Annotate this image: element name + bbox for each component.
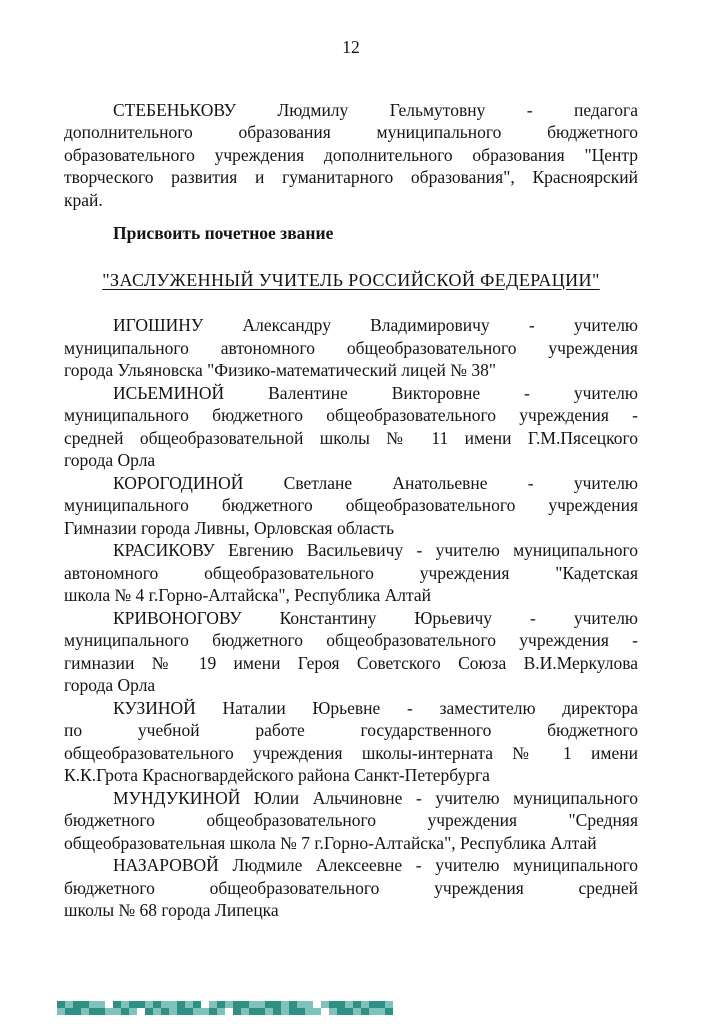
barcode-cell	[193, 1008, 201, 1015]
text-line: КОРОГОДИНОЙ Светлане Анатольевне - учителю	[113, 472, 638, 493]
text-line: СТЕБЕНЬКОВУ Людмилу Гельмутовну - педагога	[113, 99, 638, 120]
barcode-cell	[345, 1001, 353, 1008]
barcode-cell	[137, 1001, 145, 1008]
barcode-cell	[377, 1008, 385, 1015]
honorary-title-text: "ЗАСЛУЖЕННЫЙ УЧИТЕЛЬ РОССИЙСКОЙ ФЕДЕРАЦИИ"	[102, 269, 600, 290]
barcode-cell	[153, 1001, 161, 1008]
text-line: КУЗИНОЙ Наталии Юрьевне - заместителю директора	[113, 697, 638, 718]
page-number: 12	[342, 37, 360, 57]
text-line: муниципального бюджетного общеобразовательного учреждения	[64, 495, 638, 515]
barcode-cell	[241, 1008, 249, 1015]
barcode-cell	[169, 1008, 177, 1015]
recipient-paragraph	[64, 607, 638, 697]
barcode-cell	[113, 1001, 121, 1008]
barcode-cell	[337, 1008, 345, 1015]
barcode-cell	[353, 1001, 361, 1008]
barcode-cell	[137, 1008, 145, 1015]
barcode-cell	[353, 1008, 361, 1015]
barcode-cell	[97, 1001, 105, 1008]
barcode-cell	[113, 1008, 121, 1015]
barcode-cell	[329, 1008, 337, 1015]
recipient-paragraph	[64, 314, 638, 382]
barcode-cell	[73, 1008, 81, 1015]
barcode-cell	[265, 1008, 273, 1015]
barcode-cell	[65, 1001, 73, 1008]
barcode-row	[57, 1008, 393, 1015]
barcode-cell	[337, 1001, 345, 1008]
text-line: МУНДУКИНОЙ Юлии Альчиновне - учителю муниципального	[113, 787, 638, 808]
barcode-cell	[345, 1008, 353, 1015]
barcode-cell	[185, 1001, 193, 1008]
text-line: КРАСИКОВУ Евгению Васильевичу - учителю муниципального	[113, 540, 638, 560]
text-line: города Орла	[64, 450, 156, 470]
barcode-row	[57, 1001, 393, 1008]
text-line: муниципального бюджетного общеобразовательного учреждения -	[64, 405, 638, 425]
barcode-cell	[313, 1001, 321, 1008]
barcode-cell	[225, 1001, 233, 1008]
barcode-cell	[329, 1001, 337, 1008]
barcode-cell	[361, 1008, 369, 1015]
recipient-paragraph	[64, 854, 638, 922]
barcode-cell	[89, 1008, 97, 1015]
text-line: бюджетного общеобразовательного учреждения "Средняя	[64, 810, 638, 830]
barcode-cell	[321, 1008, 329, 1015]
barcode-cell	[105, 1001, 113, 1008]
barcode-cell	[289, 1008, 297, 1015]
text-line: муниципального бюджетного общеобразовательного учреждения -	[64, 630, 638, 650]
text-line: муниципального автономного общеобразовательного учреждения	[64, 337, 638, 358]
barcode-cell	[57, 1001, 65, 1008]
barcode-cell	[289, 1001, 297, 1008]
honorary-title-heading	[64, 269, 638, 292]
text-line: К.К.Грота Красногвардейского района Санкт-Петербурга	[64, 765, 490, 785]
text-line: города Ульяновска "Физико-математический лицей № 38"	[64, 360, 496, 380]
barcode-cell	[129, 1001, 137, 1008]
barcode-cell	[201, 1001, 209, 1008]
recipient-paragraph	[64, 787, 638, 855]
text-line: Гимназии города Ливны, Орловская область	[64, 517, 395, 538]
barcode-cell	[161, 1001, 169, 1008]
barcode-cell	[89, 1001, 97, 1008]
barcode-cell	[129, 1008, 137, 1015]
barcode-cell	[209, 1001, 217, 1008]
barcode-cell	[265, 1001, 273, 1008]
barcode-cell	[73, 1001, 81, 1008]
barcode-cell	[185, 1008, 193, 1015]
text-line: образовательного учреждения дополнительного образования "Центр	[64, 144, 638, 165]
recipient-paragraph	[64, 539, 638, 607]
recipient-paragraph	[64, 382, 638, 472]
text-line: средней общеобразовательной школы № 11 имени Г.М.Пясецкого	[64, 427, 638, 448]
barcode-cell	[193, 1001, 201, 1008]
text-line: НАЗАРОВОЙ Людмиле Алексеевне - учителю муниципального	[113, 855, 638, 875]
section-intro: Присвоить почетное звание	[113, 223, 334, 243]
barcode-cell	[153, 1008, 161, 1015]
text-line: общеобразовательного учреждения школы-интерната № 1 имени	[64, 742, 638, 763]
text-line: школы № 68 города Липецка	[64, 900, 279, 920]
barcode-cell	[321, 1001, 329, 1008]
recipient-paragraph	[64, 472, 638, 540]
barcode-cell	[225, 1008, 233, 1015]
barcode-cell	[97, 1008, 105, 1015]
text-line: дополнительного образования муниципального бюджетного	[64, 122, 638, 142]
barcode-cell	[161, 1008, 169, 1015]
barcode-cell	[105, 1008, 113, 1015]
text-line: по учебной работе государственного бюджетного	[64, 720, 638, 740]
barcode-cell	[385, 1008, 393, 1015]
barcode-cell	[369, 1008, 377, 1015]
barcode-cell	[305, 1001, 313, 1008]
text-line: общеобразовательная школа № 7 г.Горно-Алтайска", Республика Алтай	[64, 832, 597, 853]
barcode-cell	[57, 1008, 65, 1015]
barcode-cell	[169, 1001, 177, 1008]
recipients-list	[64, 314, 638, 922]
barcode-cell	[65, 1008, 73, 1015]
barcode-cell	[369, 1001, 377, 1008]
barcode-cell	[233, 1001, 241, 1008]
barcode-cell	[177, 1001, 185, 1008]
barcode-cell	[257, 1008, 265, 1015]
barcode-cell	[305, 1008, 313, 1015]
barcode-cell	[217, 1008, 225, 1015]
barcode-cell	[249, 1001, 257, 1008]
text-line: край.	[64, 189, 103, 210]
barcode-cell	[241, 1001, 249, 1008]
barcode-cell	[145, 1001, 153, 1008]
text-line: гимназии № 19 имени Героя Советского Союза В.И.Меркулова	[64, 652, 638, 673]
text-line: школа № 4 г.Горно-Алтайска", Республика Алтай	[64, 585, 431, 605]
barcode-cell	[273, 1008, 281, 1015]
barcode-cell	[121, 1001, 129, 1008]
barcode-cell	[281, 1008, 289, 1015]
text-line: творческого развития и гуманитарного образования", Красноярский	[64, 167, 638, 187]
text-line: ИГОШИНУ Александру Владимировичу - учителю	[113, 315, 638, 335]
barcode-cell	[257, 1001, 265, 1008]
barcode-cell	[249, 1008, 257, 1015]
barcode-cell	[273, 1001, 281, 1008]
barcode-cell	[201, 1008, 209, 1015]
document-body	[64, 99, 638, 922]
text-line: города Орла	[64, 675, 156, 695]
barcode-cell	[233, 1008, 241, 1015]
paragraph-continuation	[64, 99, 638, 212]
barcode-cell	[313, 1008, 321, 1015]
barcode-cell	[361, 1001, 369, 1008]
barcode-cell	[145, 1008, 153, 1015]
text-line: автономного общеобразовательного учреждения "Кадетская	[64, 562, 638, 583]
barcode-cell	[217, 1001, 225, 1008]
barcode-cell	[177, 1008, 185, 1015]
barcode-cell	[209, 1008, 217, 1015]
barcode-cell	[377, 1001, 385, 1008]
text-line: ИСЬЕМИНОЙ Валентине Викторовне - учителю	[113, 382, 638, 403]
text-line: КРИВОНОГОВУ Константину Юрьевичу - учителю	[113, 607, 638, 628]
recipient-paragraph	[64, 697, 638, 787]
publication-barcode	[57, 1001, 393, 1015]
barcode-cell	[81, 1001, 89, 1008]
text-line: бюджетного общеобразовательного учреждения средней	[64, 877, 638, 898]
barcode-cell	[297, 1008, 305, 1015]
barcode-cell	[281, 1001, 289, 1008]
barcode-cell	[81, 1008, 89, 1015]
barcode-cell	[297, 1001, 305, 1008]
barcode-cell	[385, 1001, 393, 1008]
barcode-cell	[121, 1008, 129, 1015]
